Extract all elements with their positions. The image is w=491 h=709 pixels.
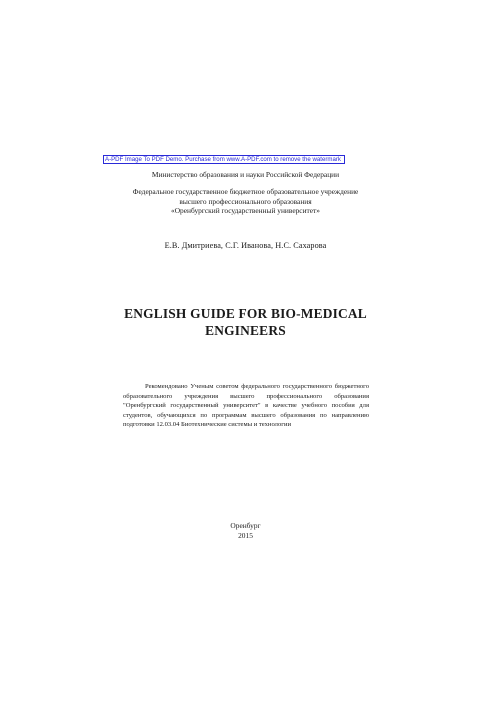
recommendation-line: Рекомендовано Ученым советом федерального государственного бюджетного [145, 383, 369, 390]
recommendation-text [123, 382, 369, 430]
watermark-banner[interactable]: A-PDF Image To PDF Demo. Purchase from www.A-PDF.com to remove the watermark [103, 155, 345, 164]
recommendation-line: "Оренбургский государственный университет" в качестве учебного пособия для [123, 402, 369, 410]
recommendation-line: подготовки 12.03.04 Биотехнические системы и технологии [123, 421, 292, 429]
ministry-name: Министерство образования и науки Российской Федерации [151, 170, 340, 179]
book-title [0, 305, 491, 339]
institution-line: высшего профессионального образования [179, 196, 312, 206]
authors: Е.В. Дмитриева, С.Г. Иванова, Н.С. Сахарова [164, 241, 327, 250]
imprint-year: 2015 [238, 531, 253, 540]
recommendation-line: образовательного учреждения высшего профессионального образования [123, 392, 369, 400]
recommendation-line: студентов, обучающихся по программам высшего образования по направлению [123, 411, 369, 419]
institution-line: «Оренбургский государственный университет» [171, 206, 320, 215]
imprint [0, 521, 491, 541]
book-title-line: ENGLISH GUIDE FOR BIO-MEDICAL [124, 306, 367, 321]
book-title-line: ENGINEERS [205, 323, 286, 338]
institution-name [0, 187, 491, 216]
imprint-city: Оренбург [230, 521, 261, 530]
institution-line: Федеральное государственное бюджетное образовательное учреждение [132, 187, 359, 196]
